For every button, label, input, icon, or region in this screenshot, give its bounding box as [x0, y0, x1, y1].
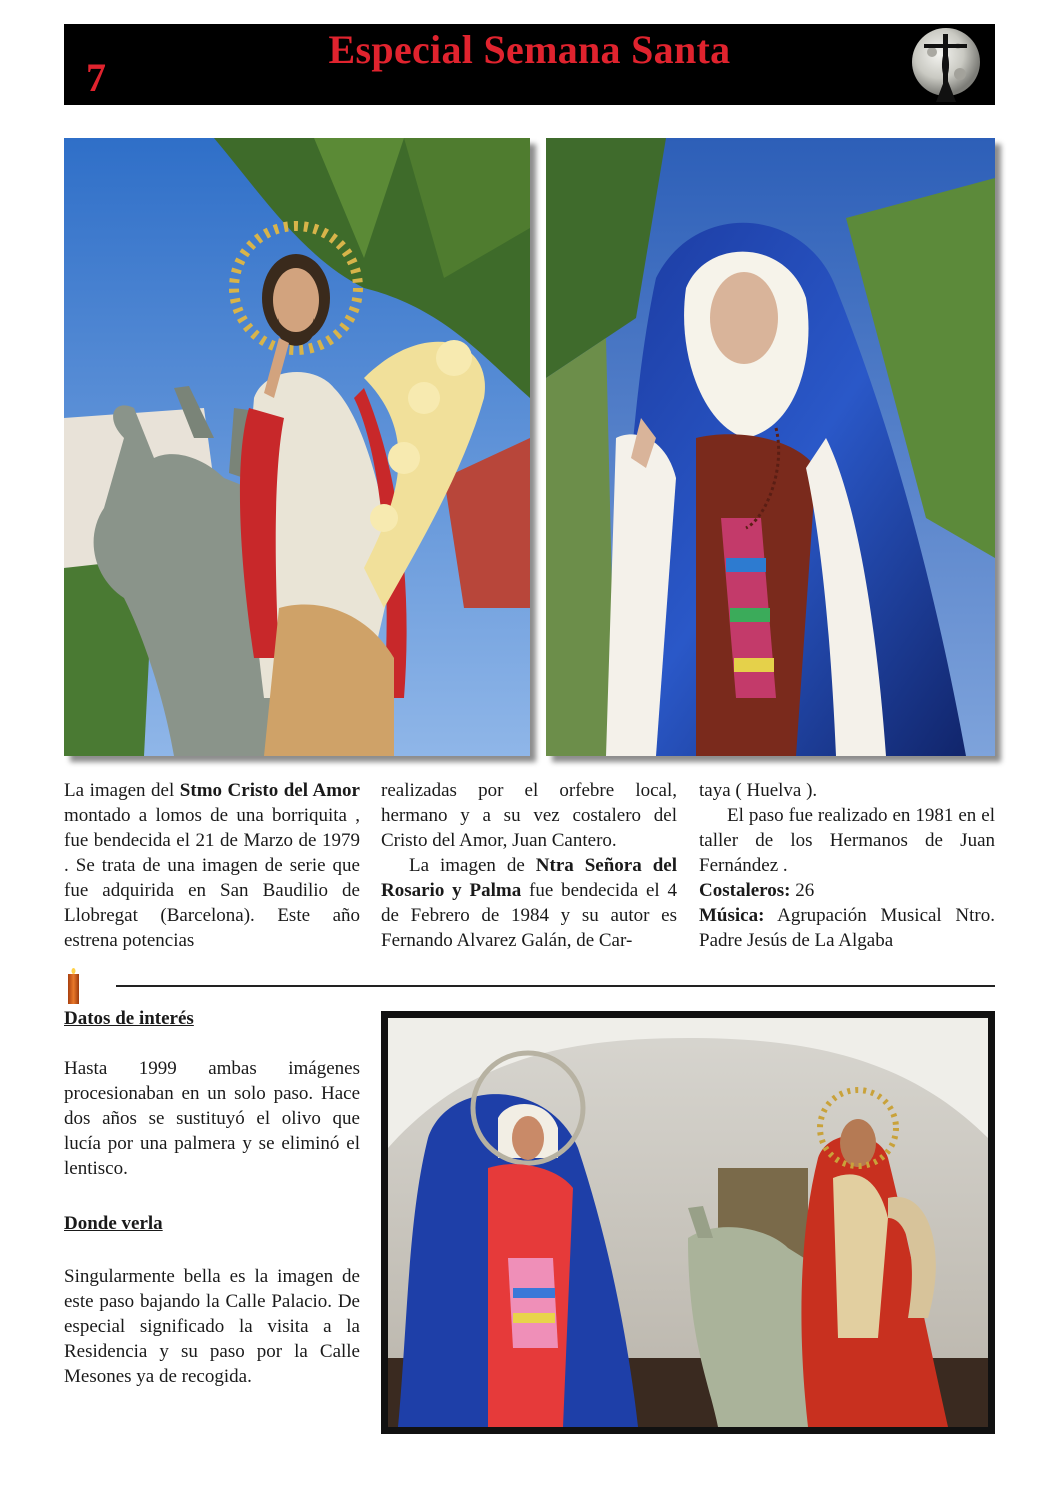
- virgen-rosario-photo: [546, 138, 995, 756]
- costaleros-label: Costaleros:: [699, 880, 791, 901]
- candle-icon: [67, 968, 80, 1004]
- page-title: Especial Semana Santa: [328, 27, 731, 72]
- musica-label: Música:: [699, 905, 765, 926]
- article-text: La imagen de: [409, 855, 536, 876]
- article-bold-text: Ntra Señora del Rosario y Palma: [381, 855, 677, 901]
- article-column-1: [64, 778, 360, 953]
- datos-text: Hasta 1999 ambas imágenes procesionaban en un solo paso. Hace dos años se sustituyó el olivo que lucía por una palmera y se eliminó el lentisco.: [64, 1058, 360, 1179]
- article-paragraph: El paso fue realizado en 1981 en el taller de los Hermanos de Juan Fernández .: [699, 805, 995, 876]
- article-text: montado a lomos de una borriquita , fue bendecida el 21 de Marzo de 1979 . Se trata de una imagen de serie que fue adquirida en San Baudilio de Llobregat (Barcelona). Este año estrena potencias: [64, 805, 360, 951]
- article-paragraph: taya ( Huelva ).: [699, 780, 818, 801]
- donde-heading: Donde verla: [64, 1213, 163, 1234]
- section-divider: [116, 985, 995, 987]
- page-number: 7: [86, 55, 106, 100]
- datos-heading: Datos de interés: [64, 1008, 194, 1029]
- cristo-borriquita-photo: [64, 138, 530, 756]
- article-text: fue bendecida el 4 de Febrero de 1984 y su autor es Fernando Alvarez Galán, de Car-: [381, 880, 677, 951]
- article-paragraph: realizadas por el orfebre local, hermano y a su vez costalero del Cristo del Amor, Juan Cantero.: [381, 780, 677, 851]
- article-column-2: [381, 778, 677, 953]
- donde-text: Singularmente bella es la imagen de este paso bajando la Calle Palacio. De especial significado la visita a la Residencia y su paso por la Calle Mesones ya de recogida.: [64, 1266, 360, 1387]
- page-header: [64, 24, 995, 105]
- ambas-imagenes-photo: [381, 1011, 995, 1434]
- musica-value: Agrupación Musical Ntro. Padre Jesús de La Algaba: [699, 905, 995, 951]
- article-column-3: [699, 778, 995, 953]
- article-text: La imagen del: [64, 780, 180, 801]
- article-bold-text: Stmo Cristo del Amor: [179, 780, 360, 801]
- moon-crucifix-icon: [908, 26, 984, 102]
- costaleros-value: 26: [790, 880, 815, 901]
